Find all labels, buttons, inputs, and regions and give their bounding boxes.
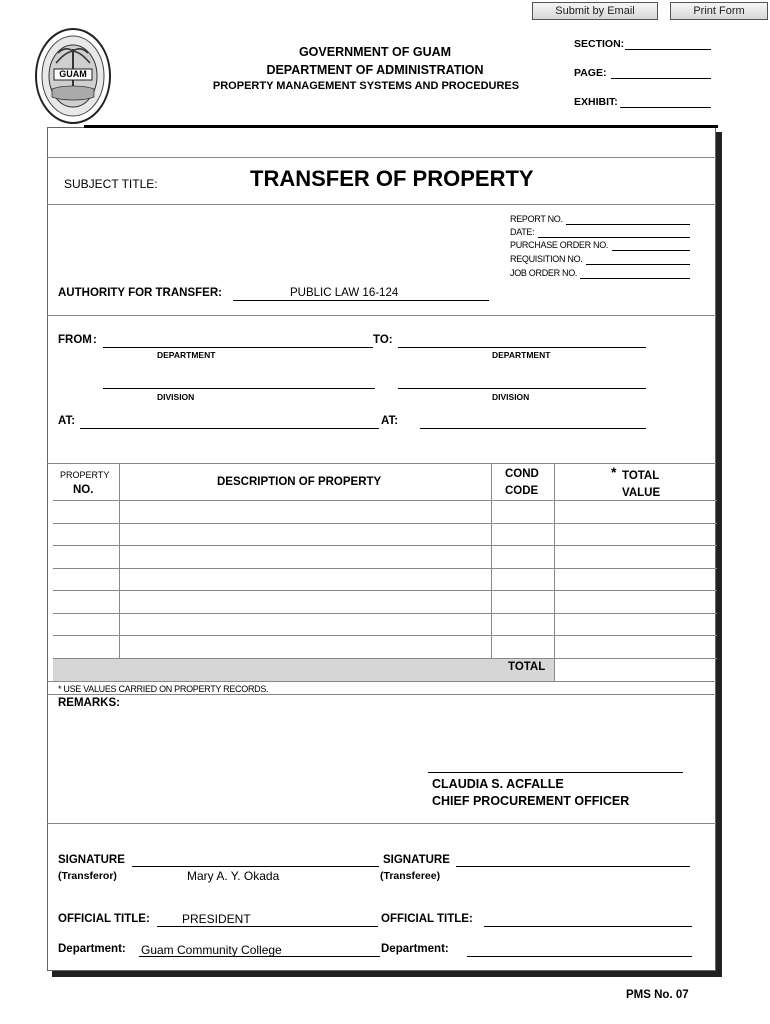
authority-value: PUBLIC LAW 16-124 [290, 287, 399, 299]
purchase-order-label: PURCHASE ORDER NO. [510, 240, 609, 250]
from-division-caption: DIVISION [157, 392, 195, 402]
total-row-shade [53, 659, 554, 681]
to-division-caption: DIVISION [492, 392, 530, 402]
transferor-department-value: Guam Community College [141, 943, 282, 957]
table-row[interactable] [53, 523, 717, 524]
to-label: TO: [373, 334, 393, 346]
transferor-title-value: PRESIDENT [182, 912, 251, 926]
print-form-button[interactable]: Print Form [670, 2, 768, 20]
from-label: FROM [58, 334, 92, 346]
page-label: PAGE: [574, 67, 607, 79]
from-department-field[interactable] [103, 347, 373, 348]
transferee-department-label: Department: [381, 943, 449, 955]
transferor-title-field[interactable] [157, 926, 378, 927]
exhibit-label: EXHIBIT: [574, 96, 618, 108]
transferee-signature-label: SIGNATURE [383, 854, 450, 866]
exhibit-field[interactable] [620, 107, 711, 108]
date-field[interactable] [538, 237, 690, 238]
section-label: SECTION: [574, 38, 625, 50]
page-field[interactable] [611, 78, 711, 79]
transferor-signature-field[interactable] [132, 866, 379, 867]
transferor-signature-label: SIGNATURE [58, 854, 125, 866]
table-row[interactable] [53, 613, 717, 614]
officer-name: CLAUDIA S. ACFALLE [432, 777, 564, 791]
table-header-no: NO. [73, 484, 94, 496]
divider [47, 694, 716, 695]
seal-text: GUAM [59, 69, 87, 79]
from-department-caption: DEPARTMENT [157, 350, 216, 360]
table-row[interactable] [53, 635, 717, 636]
total-value-field[interactable] [555, 659, 716, 681]
transferor-caption: (Transferor) [58, 870, 117, 882]
to-division-field[interactable] [398, 388, 646, 389]
header-department: DEPARTMENT OF ADMINISTRATION [266, 63, 484, 77]
requisition-field[interactable] [586, 264, 690, 265]
transferee-title-field[interactable] [484, 926, 692, 927]
footnote: * USE VALUES CARRIED ON PROPERTY RECORDS. [58, 684, 269, 694]
transferee-caption: (Transferee) [380, 870, 441, 882]
table-row[interactable] [53, 590, 717, 591]
remarks-field[interactable] [58, 712, 708, 772]
from-colon: : [93, 334, 97, 346]
guam-seal-icon [34, 27, 112, 125]
top-rule [84, 125, 718, 128]
requisition-label: REQUISITION NO. [510, 254, 583, 264]
table-row[interactable] [53, 568, 717, 569]
from-at-label: AT: [58, 415, 76, 427]
authority-label: AUTHORITY FOR TRANSFER: [58, 287, 222, 299]
form-number: PMS No. 07 [626, 989, 689, 1001]
report-no-field[interactable] [566, 224, 690, 225]
table-header-value: VALUE [622, 487, 661, 499]
form-frame [47, 127, 716, 971]
section-field[interactable] [625, 49, 711, 50]
divider [47, 157, 716, 158]
from-at-field[interactable] [80, 428, 379, 429]
table-bottom-border [47, 681, 716, 682]
transferor-title-label: OFFICIAL TITLE: [58, 913, 150, 925]
table-row[interactable] [53, 545, 717, 546]
col-divider [119, 463, 120, 658]
transferor-name: Mary A. Y. Okada [187, 869, 280, 883]
table-header-code: CODE [505, 485, 539, 497]
remarks-label: REMARKS: [58, 697, 120, 709]
col-divider [554, 463, 555, 681]
job-order-field[interactable] [580, 278, 690, 279]
to-department-field[interactable] [398, 347, 646, 348]
from-division-field[interactable] [103, 388, 375, 389]
table-row[interactable] [53, 500, 717, 501]
authority-field[interactable] [233, 300, 489, 301]
subject-title: TRANSFER OF PROPERTY [250, 166, 534, 191]
submit-by-email-button[interactable]: Submit by Email [532, 2, 658, 20]
officer-signature-line [428, 772, 683, 773]
total-label: TOTAL [508, 661, 546, 673]
table-header-cond: COND [505, 468, 539, 480]
transferee-title-label: OFFICIAL TITLE: [381, 913, 473, 925]
table-header-total: TOTAL [622, 470, 660, 482]
divider [47, 823, 716, 824]
table-header-description: DESCRIPTION OF PROPERTY [217, 476, 382, 488]
transferee-signature-field[interactable] [456, 866, 690, 867]
table-header-star: * [611, 464, 617, 480]
report-no-label: REPORT NO. [510, 214, 563, 224]
transferee-department-field[interactable] [467, 956, 692, 957]
to-at-field[interactable] [420, 428, 646, 429]
col-divider [491, 463, 492, 658]
header-government: GOVERNMENT OF GUAM [298, 45, 452, 59]
purchase-order-field[interactable] [612, 250, 690, 251]
date-label: DATE: [510, 227, 535, 237]
divider [47, 315, 716, 316]
transferor-department-label: Department: [58, 943, 126, 955]
subject-label: SUBJECT TITLE: [64, 177, 158, 191]
to-department-caption: DEPARTMENT [492, 350, 551, 360]
officer-title: CHIEF PROCUREMENT OFFICER [432, 794, 630, 808]
to-at-label: AT: [381, 415, 399, 427]
divider [47, 204, 716, 205]
job-order-label: JOB ORDER NO. [510, 268, 578, 278]
table-header-property: PROPERTY [60, 470, 110, 480]
header-pmsp: PROPERTY MANAGEMENT SYSTEMS AND PROCEDURES [212, 80, 520, 92]
